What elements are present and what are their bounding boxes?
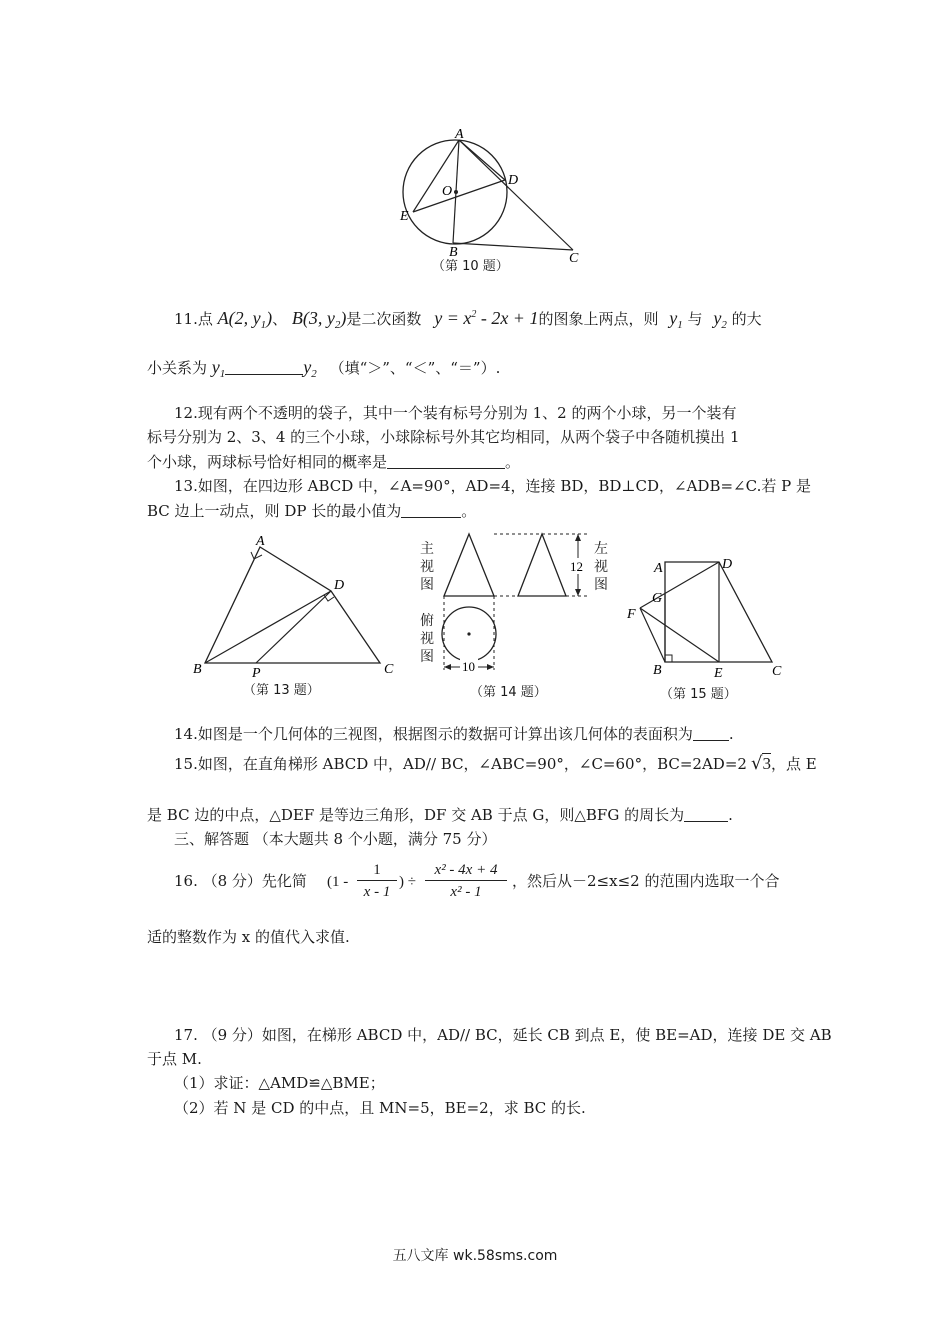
- q15-line2: 是 BC 边的中点，△DEF 是等边三角形，DF 交 AB 于点 G，则△BFG 的周长为 .: [147, 806, 733, 824]
- figure-15-diagram: [622, 556, 792, 686]
- quad-abcd: [205, 547, 380, 663]
- section-3-heading: 三、解答题 （本大题共 8 个小题，满分 75 分）: [174, 830, 497, 848]
- label-a: A: [256, 534, 265, 549]
- label-o: O: [442, 184, 453, 199]
- label-d: D: [722, 557, 733, 572]
- q17-line2: 于点 M.: [147, 1050, 202, 1068]
- figure-13-diagram: [190, 533, 410, 683]
- segment-ed: [413, 180, 505, 212]
- label-p: P: [252, 666, 261, 681]
- front-view-label: 主 视 图: [420, 541, 434, 593]
- q12-answer-blank[interactable]: [387, 452, 505, 469]
- sqrt-sign: √: [750, 753, 763, 774]
- center-o-dot: [454, 190, 458, 194]
- label-a: A: [654, 561, 663, 576]
- label-b: B: [193, 662, 202, 677]
- footer-watermark: 五八文库 wk.58sms.com: [392, 1248, 558, 1264]
- q15-line1: 15.如图，在直角梯形 ABCD 中，AD// BC，∠ABC=90°，∠C=60°，BC=2AD=2 √3，点 E: [174, 753, 817, 774]
- label-d: D: [508, 173, 519, 188]
- label-c: C: [384, 662, 394, 677]
- q16-line1-tail: ，然后从－2≤x≤2 的范围内选取一个合: [512, 872, 780, 890]
- label-b: B: [449, 245, 458, 260]
- figure-14-caption: （第 14 题）: [470, 685, 547, 700]
- label-e: E: [714, 666, 723, 681]
- label-b: B: [653, 663, 662, 678]
- segment-bc: [453, 243, 573, 250]
- label-c: C: [772, 664, 782, 679]
- left-view-label: 左 视 图: [594, 541, 608, 593]
- q14-answer-blank[interactable]: [693, 724, 729, 741]
- q17-part1: （1）求证：△AMD≌△BME；: [174, 1074, 385, 1092]
- q13-line2: BC 边上一动点，则 DP 长的最小值为 。: [147, 502, 477, 520]
- q13-line1: 13.如图，在四边形 ABCD 中，∠A=90°，AD=4，连接 BD，BD⊥CD，∠ADB=∠C.若 P 是: [174, 477, 811, 495]
- figure-13-caption: （第 13 题）: [243, 683, 320, 698]
- label-g: G: [652, 591, 663, 606]
- label-a: A: [455, 128, 464, 142]
- q14-line: 14.如图是一个几何体的三视图，根据图示的数据可计算出该几何体的表面积为 .: [174, 725, 734, 743]
- figure-14-three-views: [412, 530, 622, 680]
- label-e: E: [400, 209, 409, 224]
- front-view-triangle: [444, 534, 494, 596]
- figure-15-caption: （第 15 题）: [660, 687, 737, 702]
- q16-line2: 适的整数作为 x 的值代入求值.: [147, 928, 350, 946]
- q11-line1: 11.点 A(2, $y_1$)、 B(3, $y_2$)是二次函数 $y = x^2 - 2x + 1$的图象上两点，则 $y_1$ 与 $y_2$ 的大: [174, 308, 762, 331]
- q15-answer-blank[interactable]: [684, 805, 728, 822]
- segment-ac: [459, 140, 573, 250]
- left-view-triangle: [518, 534, 566, 596]
- right-angle-b: [665, 655, 672, 662]
- height-value: 12: [570, 559, 583, 574]
- q12-line2: 标号分别为 2、3、4 的三个小球，小球除标号外其它均相同，从两个袋子中各随机摸出 1: [147, 428, 740, 446]
- q13-answer-blank[interactable]: [401, 501, 461, 518]
- label-f: F: [627, 607, 636, 622]
- figure-10-caption: （第 10 题）: [432, 259, 509, 274]
- label-d: D: [334, 578, 345, 593]
- q17-part2: （2）若 N 是 CD 的中点，且 MN=5，BE=2，求 BC 的长.: [174, 1099, 586, 1117]
- segment-ea: [413, 140, 459, 212]
- q17-line1: 17. （9 分）如图，在梯形 ABCD 中，AD// BC，延长 CB 到点 E，使 BE=AD，连接 DE 交 AB: [174, 1026, 832, 1044]
- q12-line3: 个小球，两球标号恰好相同的概率是 。: [147, 453, 521, 471]
- q11-answer-blank[interactable]: [225, 358, 303, 375]
- q16-line1: 16. （8 分）先化简: [174, 872, 307, 890]
- q12-line1: 12.现有两个不透明的袋子，其中一个装有标号分别为 1、2 的两个小球，另一个装有: [174, 404, 737, 422]
- label-c: C: [569, 251, 579, 266]
- top-view-label: 俯 视 图: [420, 613, 434, 665]
- q11-line2: 小关系为 $y_1$ $y_2$ （填“＞”、“＜”、“＝”）.: [147, 357, 501, 380]
- width-value: 10: [462, 659, 475, 674]
